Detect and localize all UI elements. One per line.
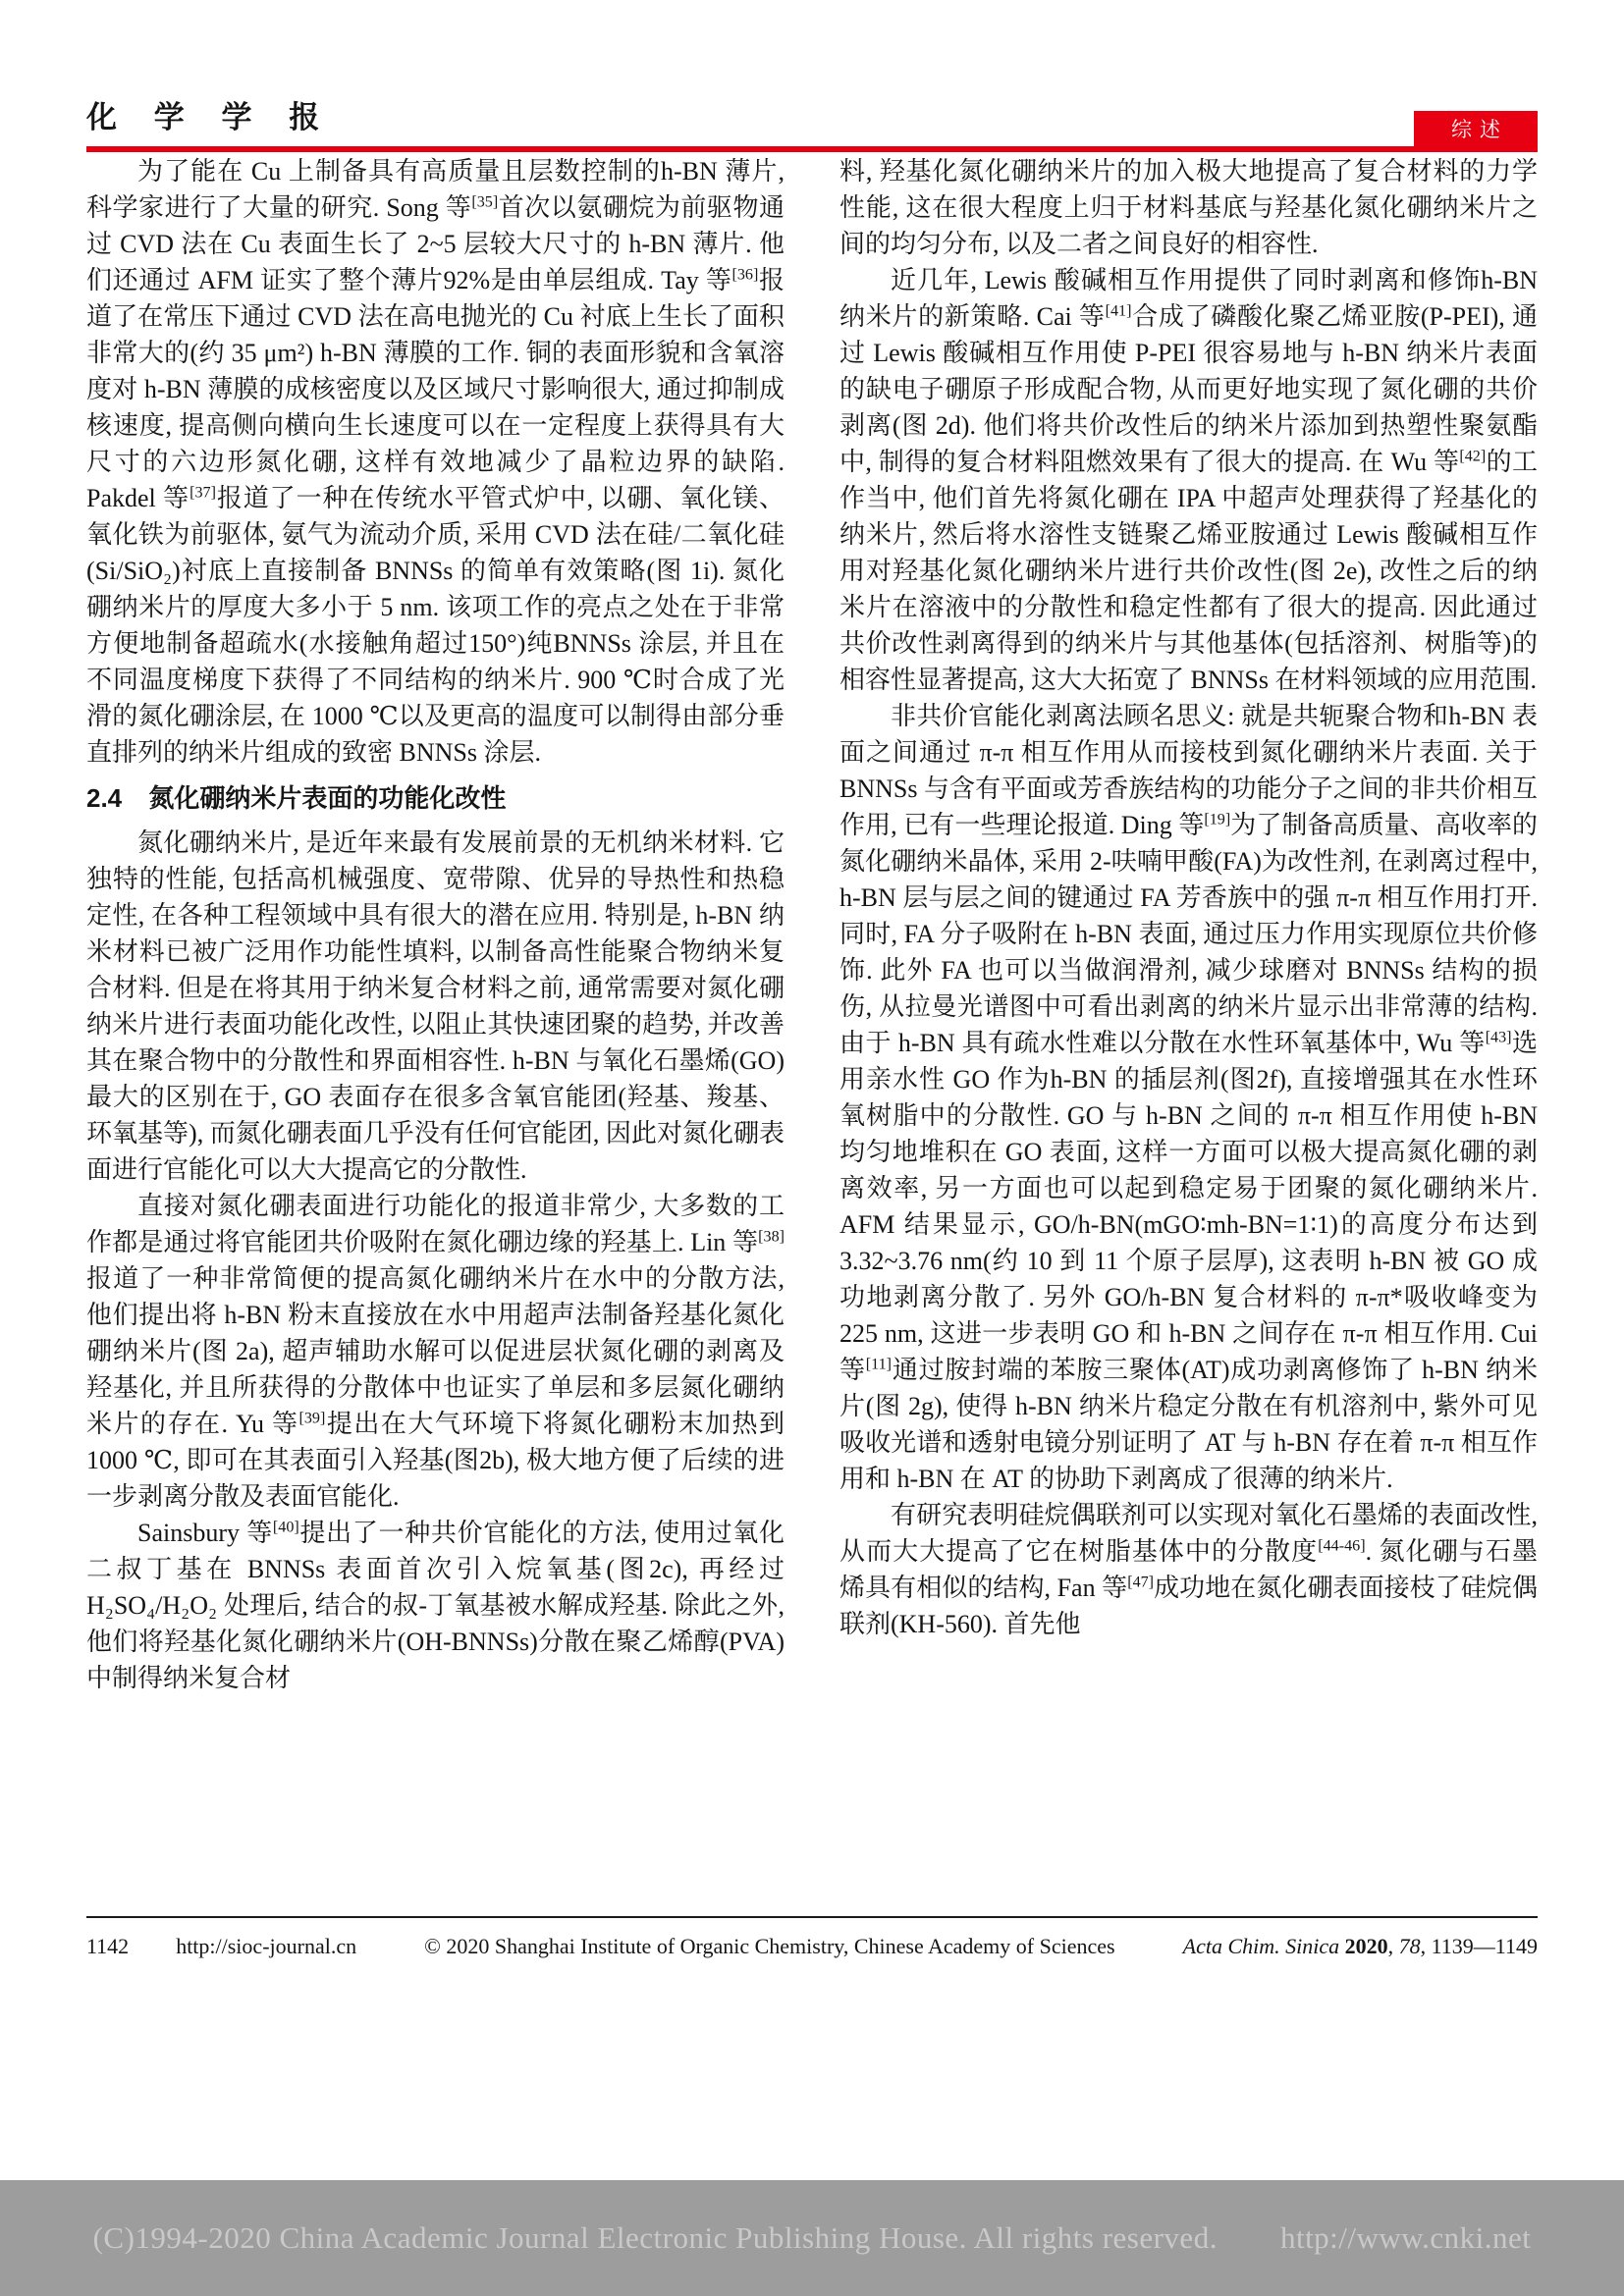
paragraph: 为了能在 Cu 上制备具有高质量且层数控制的h-BN 薄片, 科学家进行了大量的研究. Song 等[35]首次以氨硼烷为前驱物通过 CVD 法在 Cu 表面生长了 2~5 层较大尺寸的 h-BN 薄片. 他们还通过 AFM 证实了整个薄片92%是由单层组成. Tay 等[36]报道了在常压下通过 CVD 法在高电抛光的 Cu 衬底上生长了面积非常大的(约 35 μm²) h-BN 薄膜的工作. 铜的表面形貌和含氧溶度对 h-BN 薄膜的成核密度以及区域尺寸影响很大, 通过抑制成核速度, 提高侧向横向生长速度可以在一定程度上获得具有大尺寸的六边形氮化硼, 这样有效地减少了晶粒边界的缺陷. Pakdel 等[37]报道了一种在传统水平管式炉中, 以硼、氧化镁、氧化铁为前驱体, 氨气为流动介质, 采用 CVD 法在硅/二氧化硅(Si/SiO₂)衬底上直接制备 BNNSs 的简单有效策略(图 1i). 氮化硼纳米片的厚度大多小于 5 nm. 该项工作的亮点之处在于非常方便地制备超疏水(水接触角超过150°)纯BNNSs 涂层, 并且在不同温度梯度下获得了不同结构的纳米片. 900 ℃时合成了光滑的氮化硼涂层, 在 1000 ℃以及更高的温度可以制得由部分垂直排列的纳米片组成的致密 BNNSs 涂层. [86, 157, 785, 767]
paragraph: 有研究表明硅烷偶联剂可以实现对氧化石墨烯的表面改性, 从而大大提高了它在树脂基体中的分散度[44-46]. 氮化硼与石墨烯具有相似的结构, Fan 等[47]成功地在氮化硼表面接枝了硅烷偶联剂(KH-560). 首先他 [839, 1501, 1538, 1638]
cnki-url-link[interactable]: http://www.cnki.net [1279, 2220, 1532, 2255]
section-title: 氮化硼纳米片表面的功能化改性 [148, 783, 507, 813]
citation [1183, 1934, 1538, 1959]
left-column [86, 153, 785, 1912]
citation-sep: , [1420, 1934, 1432, 1958]
paragraph: 料, 羟基化氮化硼纳米片的加入极大地提高了复合材料的力学性能, 这在很大程度上归于材料基底与羟基化氮化硼纳米片之间的均匀分布, 以及二者之间良好的相容性. [839, 157, 1538, 258]
header-rule [86, 146, 1538, 152]
paragraph: 近几年, Lewis 酸碱相互作用提供了同时剥离和修饰h-BN 纳米片的新策略. Cai 等[41]合成了磷酸化聚乙烯亚胺(P-PEI), 通过 Lewis 酸碱相互作用使 P-PEI 很容易地与 h-BN 纳米片表面的缺电子硼原子形成配合物, 从而更好地实现了氮化硼的共价剥离(图 2d). 他们将共价改性后的纳米片添加到热塑性聚氨酯中, 制得的复合材料阻燃效果有了很大的提高. 在 Wu 等[42]的工作当中, 他们首先将氮化硼在 IPA 中超声处理获得了羟基化的纳米片, 然后将水溶性支链聚乙烯亚胺通过 Lewis 酸碱相互作用对羟基化氮化硼纳米片进行共价改性(图 2e), 改性之后的纳米片在溶液中的分散性和稳定性都有了很大的提高. 因此通过共价改性剥离得到的纳米片与其他基体(包括溶剂、树脂等)的相容性显著提高, 这大大拓宽了 BNNSs 在材料领域的应用范围. [839, 266, 1538, 694]
journal-title: 化 学 学 报 [86, 100, 335, 134]
page-header [86, 92, 1538, 152]
paragraph: 氮化硼纳米片, 是近年来最有发展前景的无机纳米材料. 它独特的性能, 包括高机械强度、宽带隙、优异的导热性和热稳定性, 在各种工程领域中具有很大的潜在应用. 特别是, h-BN 纳米材料已被广泛用作功能性填料, 以制备高性能聚合物纳米复合材料. 但是在将其用于纳米复合材料之前, 通常需要对氮化硼纳米片进行表面功能化改性, 以阻止其快速团聚的趋势, 并改善其在聚合物中的分散性和界面相容性. h-BN 与氧化石墨烯(GO)最大的区别在于, GO 表面存在很多含氧官能团(羟基、羧基、环氧基等), 而氮化硼表面几乎没有任何官能团, 因此对氮化硼表面进行官能化可以大大提高它的分散性. [86, 828, 785, 1184]
citation-year: 2020 [1344, 1934, 1388, 1958]
footer-left [86, 1934, 356, 1959]
paragraph: 直接对氮化硼表面进行功能化的报道非常少, 大多数的工作都是通过将官能团共价吸附在氮化硼边缘的羟基上. Lin 等[38]报道了一种非常简便的提高氮化硼纳米片在水中的分散方法, 他们提出将 h-BN 粉末直接放在水中用超声法制备羟基化氮化硼纳米片(图 2a), 超声辅助水解可以促进层状氮化硼的剥离及羟基化, 并且所获得的分散体中也证实了单层和多层氮化硼纳米片的存在. Yu 等[39]提出在大气环境下将氮化硼粉末加热到 1000 ℃, 即可在其表面引入羟基(图2b), 极大地方便了后续的进一步剥离分散及表面官能化. [86, 1192, 785, 1511]
section-number: 2.4 [86, 783, 123, 813]
journal-url-link[interactable]: http://sioc-journal.cn [176, 1934, 357, 1958]
page-number: 1142 [86, 1934, 130, 1958]
article-type-badge: 综述 [1414, 111, 1538, 146]
section-heading [86, 780, 785, 817]
citation-sep: , [1387, 1934, 1399, 1958]
citation-journal: Acta Chim. Sinica [1182, 1934, 1340, 1958]
paragraph: 非共价官能化剥离法顾名思义: 就是共轭聚合物和h-BN 表面之间通过 π-π 相互作用从而接枝到氮化硼纳米片表面. 关于 BNNSs 与含有平面或芳香族结构的功能分子之间的非共价相互作用, 已有一些理论报道. Ding 等[19]为了制备高质量、高收率的氮化硼纳米晶体, 采用 2-呋喃甲酸(FA)为改性剂, 在剥离过程中, h-BN 层与层之间的键通过 FA 芳香族中的强 π-π 相互作用打开. 同时, FA 分子吸附在 h-BN 表面, 通过压力作用实现原位共价修饰. 此外 FA 也可以当做润滑剂, 减少球磨对 BNNSs 结构的损伤, 从拉曼光谱图中可看出剥离的纳米片显示出非常薄的结构. 由于 h-BN 具有疏水性难以分散在水性环氧基体中, Wu 等[43]选用亲水性 GO 作为h-BN 的插层剂(图2f), 直接增强其在水性环氧树脂中的分散性. GO 与 h-BN 之间的 π-π 相互作用使 h-BN 均匀地堆积在 GO 表面, 这样一方面可以极大提高氮化硼的剥离效率, 另一方面也可以起到稳定易于团聚的氮化硼纳米片. AFM 结果显示, GO/h-BN(mGO∶mh-BN=1∶1)的高度分布达到 3.32~3.76 nm(约 10 到 11 个原子层厚), 这表明 h-BN 被 GO 成功地剥离分散了. 另外 GO/h-BN 复合材料的 π-π*吸收峰变为 225 nm, 这进一步表明 GO 和 h-BN 之间存在 π-π 相互作用. Cui 等[11]通过胺封端的苯胺三聚体(AT)成功剥离修饰了 h-BN 纳米片(图 2g), 使得 h-BN 纳米片稳定分散在有机溶剂中, 紫外可见吸收光谱和透射电镜分别证明了 AT 与 h-BN 存在着 π-π 相互作用和 h-BN 在 AT 的协助下剥离成了很薄的纳米片. [839, 702, 1538, 1493]
paragraph: Sainsbury 等[40]提出了一种共价官能化的方法, 使用过氧化二叔丁基在 BNNSs 表面首次引入烷氧基(图2c), 再经过 H₂SO₄/H₂O₂ 处理后, 结合的叔-丁氧基被水解成羟基. 除此之外, 他们将羟基化氮化硼纳米片(OH-BNNSs)分散在聚乙烯醇(PVA)中制得纳米复合材 [86, 1519, 785, 1692]
right-column [839, 153, 1538, 1912]
watermark-band [0, 2180, 1624, 2296]
citation-volume: 78 [1398, 1934, 1421, 1958]
page-footer [86, 1916, 1538, 1959]
citation-pages: 1139—1149 [1431, 1934, 1538, 1958]
article-body [86, 153, 1538, 1912]
watermark-text: (C)1994-2020 China Academic Journal Electronic Publishing House. All rights reserved. [92, 2220, 1218, 2255]
copyright-text: © 2020 Shanghai Institute of Organic Chemistry, Chinese Academy of Sciences [424, 1934, 1115, 1958]
